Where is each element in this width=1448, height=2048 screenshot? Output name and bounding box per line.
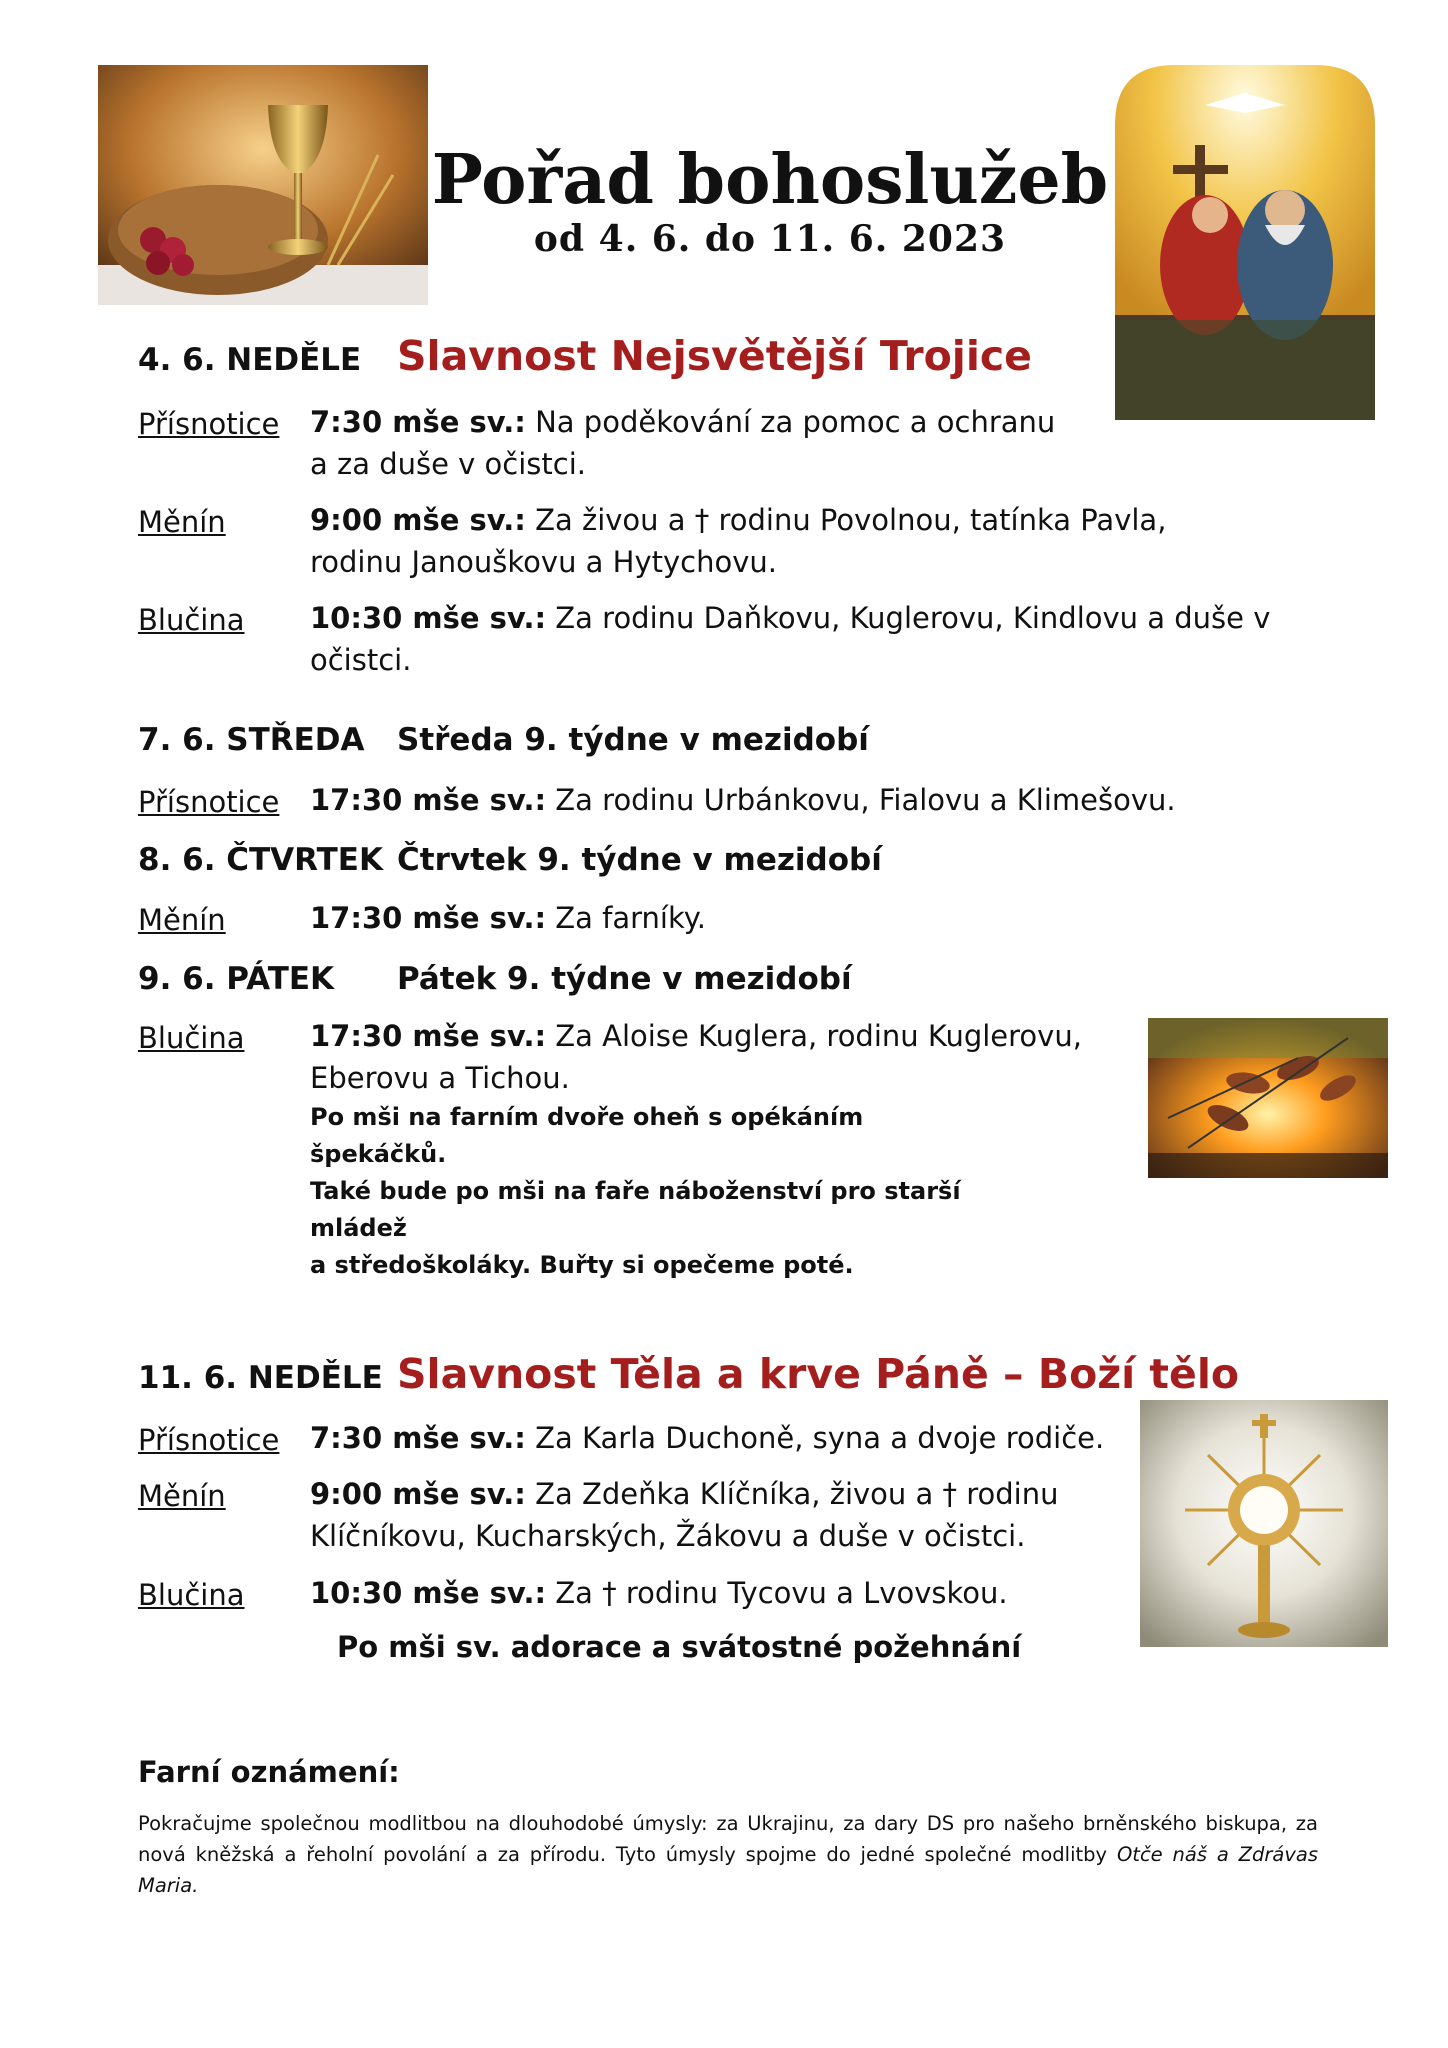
place-label: Blučina xyxy=(138,1578,245,1612)
mass-time: 10:30 mše sv.: xyxy=(310,601,547,635)
event-note-line: Také bude po mši na faře náboženství pro starší mládež xyxy=(310,1177,961,1242)
day-label: 4. 6. NEDĚLE xyxy=(138,342,362,378)
place-label: Přísnotice xyxy=(138,407,280,441)
after-mass-note: Po mši sv. adorace a svátostné požehnání xyxy=(337,1630,1022,1664)
mass-entry xyxy=(310,1572,1110,1614)
place-label: Blučina xyxy=(138,603,245,637)
place-label: Měnín xyxy=(138,1479,226,1513)
mass-time: 17:30 mše sv.: xyxy=(310,783,547,817)
mass-entry xyxy=(310,1473,1110,1557)
feast-title: Čtrvtek 9. týdne v mezidobí xyxy=(397,842,882,878)
mass-time: 10:30 mše sv.: xyxy=(310,1576,547,1610)
feast-title: Středa 9. týdne v mezidobí xyxy=(397,722,869,758)
day-label: 9. 6. PÁTEK xyxy=(138,961,335,997)
day-label: 8. 6. ČTVRTEK xyxy=(138,842,383,878)
announcements-text xyxy=(138,1808,1318,1901)
mass-intention-cont: Eberovu a Tichou. xyxy=(310,1061,570,1095)
mass-time: 7:30 mše sv.: xyxy=(310,405,526,439)
mass-intention: Za Zdeňka Klíčníka, živou a † rodinu xyxy=(535,1477,1059,1511)
mass-time: 9:00 mše sv.: xyxy=(310,1477,526,1511)
feast-title: Slavnost Nejsvětější Trojice xyxy=(397,332,1032,380)
mass-intention-cont: a za duše v očistci. xyxy=(310,447,586,481)
mass-entry xyxy=(310,401,1370,485)
holy-trinity-painting xyxy=(1115,65,1375,420)
place-label: Měnín xyxy=(138,505,226,539)
page-title: Pořad bohoslužeb xyxy=(431,140,1109,220)
mass-time: 17:30 mše sv.: xyxy=(310,1019,547,1053)
chalice-bread-wine-image xyxy=(98,65,428,305)
feast-title: Pátek 9. týdne v mezidobí xyxy=(397,961,852,997)
mass-time: 17:30 mše sv.: xyxy=(310,901,547,935)
event-note-line: Po mši na farním dvoře oheň s opékáním špekáčků. xyxy=(310,1103,864,1168)
mass-entry xyxy=(310,1015,1110,1099)
mass-intention-cont: Klíčníkovu, Kucharských, Žákovu a duše v očistci. xyxy=(310,1519,1026,1553)
mass-entry xyxy=(310,597,1370,681)
mass-entry xyxy=(310,1417,1370,1459)
mass-intention: Za farníky. xyxy=(555,901,706,935)
event-note-line: a středoškoláky. Buřty si opečeme poté. xyxy=(310,1251,854,1279)
mass-intention: Na poděkování za pomoc a ochranu xyxy=(535,405,1056,439)
page-subtitle: od 4. 6. do 11. 6. 2023 xyxy=(533,218,1007,260)
mass-intention: Za Karla Duchoně, syna a dvoje rodiče. xyxy=(535,1421,1105,1455)
announcements-heading: Farní oznámení: xyxy=(138,1755,400,1789)
announcements-body: Pokračujme společnou modlitbou na dlouhodobé úmysly: za Ukrajinu, za dary DS pro našeho brněnského biskupa, za nová kněžská a řeholní povolání a za přírodu. Tyto úmysly spojme do jedné společné modlitby xyxy=(138,1812,1318,1866)
day-label: 11. 6. NEDĚLE xyxy=(138,1360,383,1396)
event-note xyxy=(310,1099,970,1284)
mass-entry xyxy=(310,499,1370,583)
mass-entry xyxy=(310,779,1370,821)
mass-entry xyxy=(310,897,1370,939)
place-label: Měnín xyxy=(138,903,226,937)
mass-intention: Za † rodinu Tycovu a Lvovskou. xyxy=(555,1576,1008,1610)
mass-intention: Za živou a † rodinu Povolnou, tatínka Pavla, xyxy=(535,503,1167,537)
place-label: Blučina xyxy=(138,1021,245,1055)
mass-intention-cont: rodinu Janouškovu a Hytychovu. xyxy=(310,545,777,579)
mass-intention: Za Aloise Kuglera, rodinu Kuglerovu, xyxy=(555,1019,1082,1053)
mass-intention: Za rodinu Urbánkovu, Fialovu a Klimešovu. xyxy=(555,783,1176,817)
campfire-sausages-image xyxy=(1148,1018,1388,1178)
place-label: Přísnotice xyxy=(138,785,280,819)
feast-title: Slavnost Těla a krve Páně – Boží tělo xyxy=(397,1350,1240,1398)
mass-intention: Za rodinu Daňkovu, Kuglerovu, Kindlovu a duše v očistci. xyxy=(310,601,1271,677)
mass-time: 7:30 mše sv.: xyxy=(310,1421,526,1455)
place-label: Přísnotice xyxy=(138,1423,280,1457)
announcements-prayer: Otče náš a Zdrávas Maria. xyxy=(138,1843,1319,1897)
mass-time: 9:00 mše sv.: xyxy=(310,503,526,537)
day-label: 7. 6. STŘEDA xyxy=(138,722,365,758)
